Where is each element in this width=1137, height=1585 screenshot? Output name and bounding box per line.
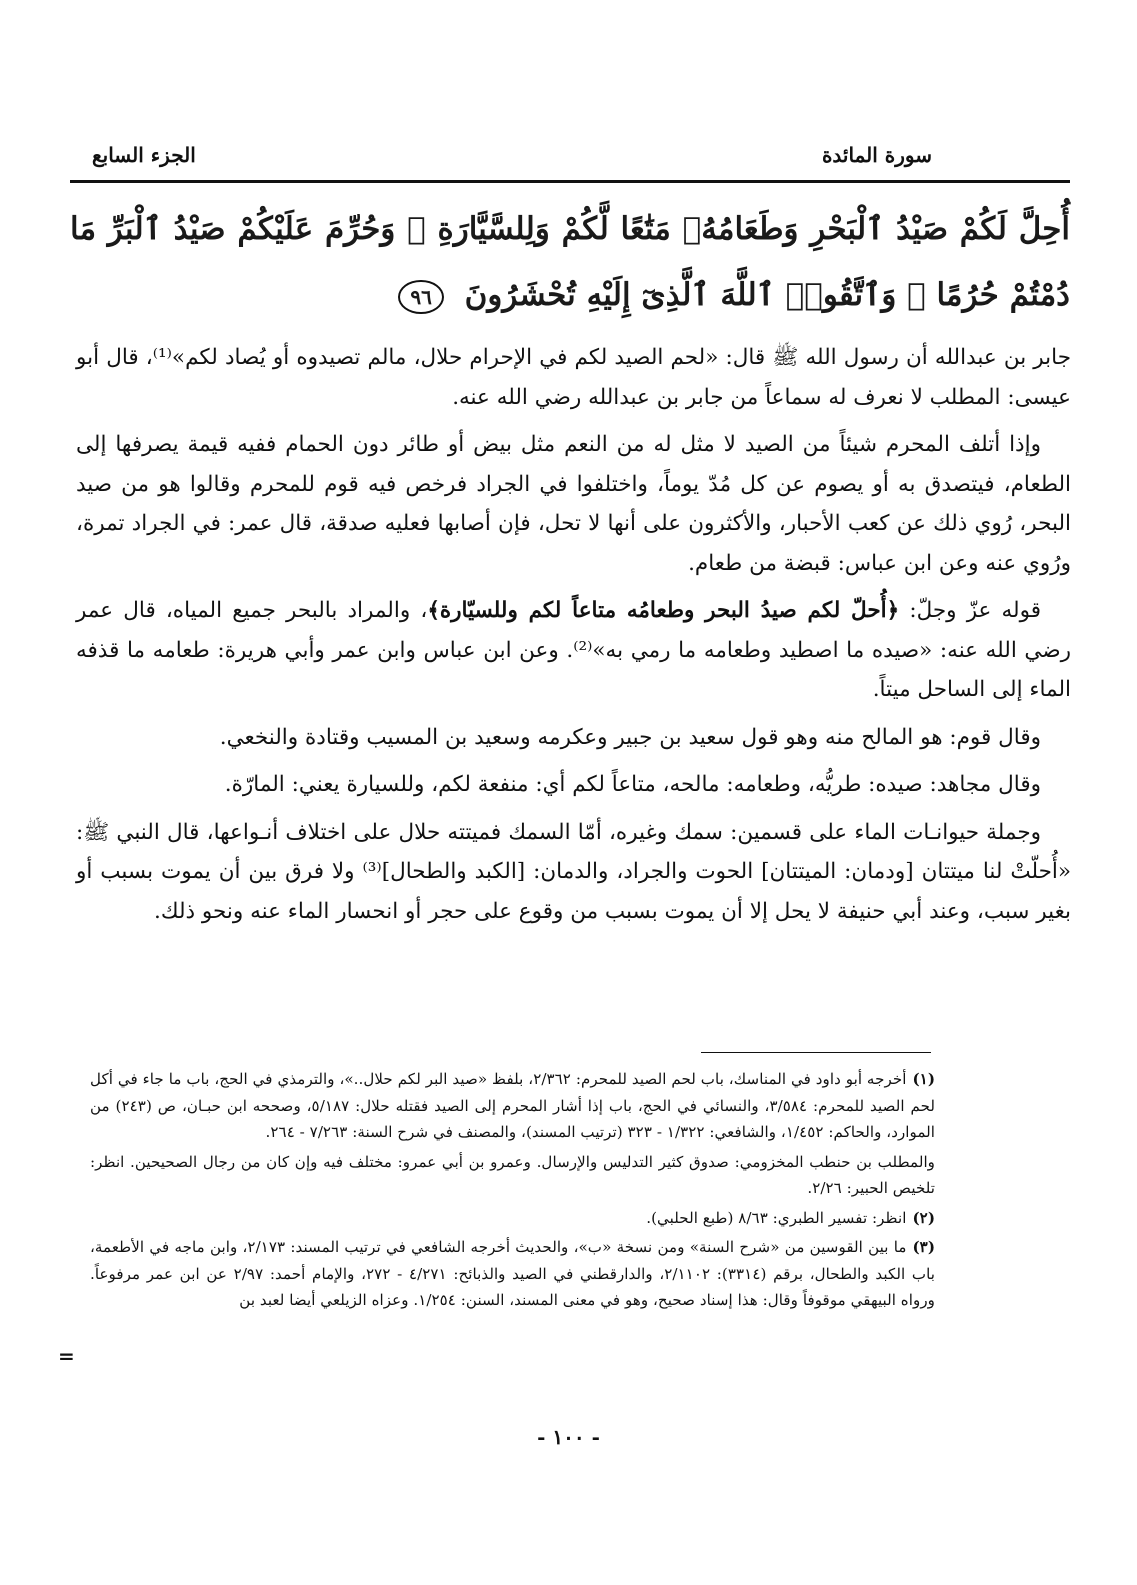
body-text bbox=[76, 338, 1071, 939]
paragraph-6: وجملة حيوانـات الماء على قسمين: سمك وغيره، أمّا السمك فميتته حلال على اختلاف أنـواعها، قال النبي ﷺ: «أُحلّتْ لنا ميتتان [ودمان: الميتتان] الحوت والجراد، والدمان: [الكبد والطحال]⁽³⁾ ولا فرق بين أن يموت بسبب أو بغير سبب، وعند أبي حنيفة لا يحل إلا أن يموت بسبب من وقوع على حجر أو انحسار الماء عنه ونحو ذلك. bbox=[76, 819, 1071, 924]
paragraph-3 bbox=[76, 591, 1071, 710]
footnote-3-text: ما بين القوسين من «شرح السنة» ومن نسخة «ب»، والحديث أخرجه الشافعي في ترتيب المسند: ٢/١٧٣، وابن ماجه في الأطعمة، باب الكبد والطحال، برقم (٣٣١٤): ٢/١١٠٢، والدارقطني في الصيد والذبائح: ٤/٢٧١ - ٢٧٢، والإمام أحمد: ٢/٩٧ عن ابن عمر مرفوعاً. ورواه البيهقي موقوفاً وقال: هذا إسناد صحيح، وهو في معنى المسند، السنن: ١/٢٥٤. وعزاه الزيلعي أيضا لعبد بن bbox=[90, 1238, 935, 1309]
paragraph-3-rest: ، والمراد بالبحر جميع المياه، قال عمر رضي الله عنه: «صيده ما اصطيد وطعامه ما رمي به»⁽²⁾. وعن ابن عباس وابن عمر وأبي هريرة: طعامه ما قذفه الماء إلى الساحل ميتاً. bbox=[76, 598, 1071, 702]
paragraph-3-quran-quote: ﴿أُحلّ لكم صيدُ البحر وطعامُه متاعاً لكم وللسيّارة﴾ bbox=[427, 598, 900, 623]
header-rule bbox=[70, 180, 1070, 183]
verse-text: أُحِلَّ لَكُمْ صَيْدُ ٱلْبَحْرِ وَطَعَامُهُۥ مَتَٰعًا لَّكُمْ وَلِلسَّيَّارَةِ ۖ وَحُرِّمَ عَلَيْكُمْ صَيْدُ ٱلْبَرِّ مَا دُمْتُمْ حُرُمًا ۗ وَٱتَّقُوا۟ ٱللَّهَ ٱلَّذِىٓ إِلَيْهِ تُحْشَرُونَ bbox=[70, 211, 1070, 313]
footnote-3-mark: (٣) bbox=[912, 1238, 935, 1256]
header-surah-name: سورة المائدة bbox=[821, 143, 932, 167]
paragraph-4: وقال قوم: هو المالح منه وهو قول سعيد بن جبير وعكرمه وسعيد بن المسيب وقتادة والنخعي. bbox=[219, 724, 1041, 750]
footnote-2 bbox=[90, 1205, 935, 1232]
paragraph-5: وقال مجاهد: صيده: طريُّه، وطعامه: مالحه، متاعاً لكم أي: منفعة لكم، وللسيارة يعني: المارّة. bbox=[224, 772, 1041, 797]
footnote-1-continued: والمطلب بن حنطب المخزومي: صدوق كثير التدليس والإرسال. وعمرو بن أبي عمرو: مختلف فيه وإن كان من رجال الصحيحين. انظر: تلخيص الحبير: ٢/٢٦. bbox=[90, 1152, 935, 1197]
paragraph-2: وإذا أتلف المحرم شيئاً من الصيد لا مثل له من النعم مثل بيض أو طائر دون الحمام ففيه قيمة يصرفها إلى الطعام، فيتصدق به أو يصوم عن كل مُدّ يوماً، واختلفوا في الجراد فرخص فيه قوم للمحرم وقالوا هو من صيد البحر، رُوي ذلك عن كعب الأحبار، والأكثرون على أنها لا تحل، فإن أصابها فعليه صدقة، قال عمر: في الجراد تمرة، ورُوي عنه وعن ابن عباس: قبضة من طعام. bbox=[76, 432, 1071, 576]
page-number: - ١٠٠ - bbox=[537, 1425, 600, 1449]
verse-number-badge: ٩٦ bbox=[398, 280, 443, 314]
footnote-1 bbox=[90, 1066, 935, 1146]
footnote-2-text: انظر: تفسير الطبري: ٨/٦٣ (طبع الحلبي). bbox=[646, 1208, 907, 1227]
paragraph-3-intro: قوله عزّ وجلّ: bbox=[899, 598, 1041, 623]
header-juz-name: الجزء السابع bbox=[92, 143, 196, 167]
footnote-2-mark: (٢) bbox=[912, 1208, 935, 1227]
paragraph-1: جابر بن عبدالله أن رسول الله ﷺ قال: «لحم الصيد لكم في الإحرام حلال، مالم تصيدوه أو يُصاد لكم»⁽¹⁾، قال أبو عيسى: المطلب لا نعرف له سماعاً من جابر بن عبدالله رضي الله عنه. bbox=[76, 345, 1071, 410]
quran-verse bbox=[70, 196, 1070, 328]
footnote-1-mark: (١) bbox=[912, 1070, 935, 1088]
continuation-mark: = bbox=[58, 1344, 75, 1368]
footnote-rule bbox=[701, 1052, 931, 1053]
footnotes bbox=[90, 1066, 935, 1317]
footnote-1-text: أخرجه أبو داود في المناسك، باب لحم الصيد للمحرم: ٢/٣٦٢، بلفظ «صيد البر لكم حلال..»، والترمذي في الحج، باب ما جاء في أكل لحم الصيد للمحرم: ٣/٥٨٤، والنسائي في الحج، باب إذا أشار المحرم إلى الصيد فقتله حلال: ٥/١٨٧، وصححه ابن حبـان، ص (٢٤٣) من الموارد، والحاكم: ١/٤٥٢، والشافعي: ١/٣٢٢ - ٣٢٣ (ترتيب المسند)، والمصنف في شرح السنة: ٧/٢٦٣ - ٢٦٤. bbox=[90, 1070, 936, 1141]
footnote-3 bbox=[90, 1234, 935, 1314]
